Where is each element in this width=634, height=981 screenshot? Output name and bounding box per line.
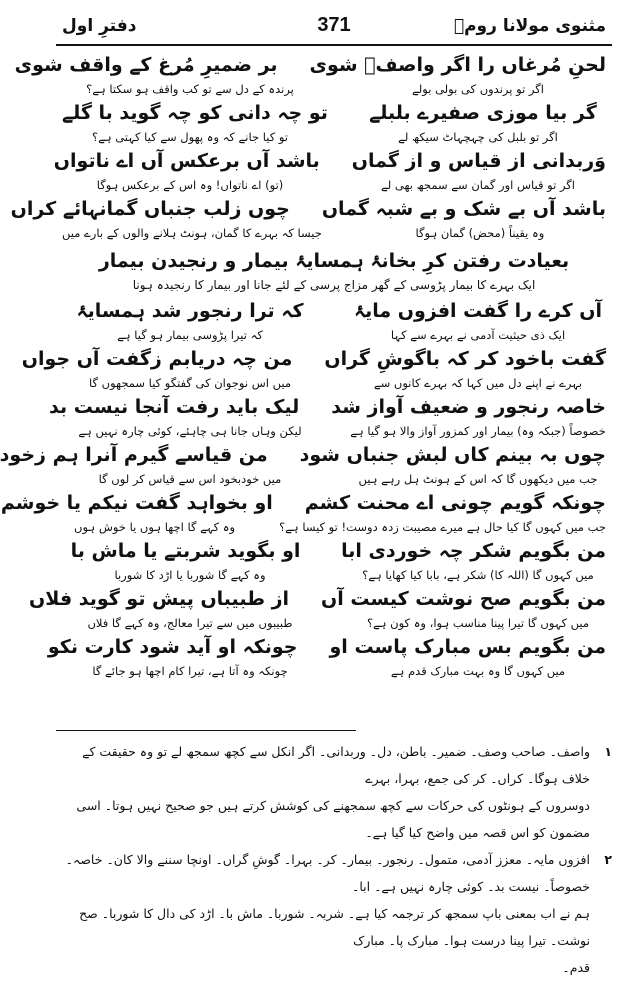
verse-line: وَربدانی از قیاس و از گماں: [351, 150, 606, 172]
verse-line: لحنِ مُرغاں را اگر واصفؔ شوی: [309, 54, 606, 76]
verse-line: آں کرے را گفت افزوں مایۂ: [353, 300, 603, 322]
verse-line: چوں زلب جنباں گمانہائے کراں: [10, 198, 290, 220]
verse-block-1: [10, 50, 606, 242]
couplet: [10, 194, 606, 242]
book-title: مثنوی مولانا رومؒ: [453, 16, 606, 36]
verse-line: چوں بہ بینم کاں لبش جنباں شود: [299, 444, 606, 466]
translation-line: چونکہ وہ آتا ہے، تیرا کام اچھا ہو جائے گا: [92, 664, 288, 678]
translation-line: اگر تو بلبل کی چہچہاٹ سیکھ لے: [398, 130, 558, 144]
couplet: [47, 632, 606, 680]
verse-line: چونکہ او آید شود کارت نکو: [47, 636, 298, 658]
verse-line: من بگویم بس مبارک پاست او: [329, 636, 606, 658]
footnote-text: دوسروں کے ہونٹوں کی حرکات سے کچھ سمجھنے کی کوشش کرتے ہیں جو صحیح نہیں ہوتا۔ اسی مضمون کو اس قصہ میں واضح کیا گیا ہے۔: [76, 798, 590, 840]
translation-line: وہ یقیناً (محض) گمان ہوگا: [415, 226, 545, 240]
translation-line: کہ تیرا پڑوسی بیمار ہو گیا ہے: [117, 328, 263, 342]
translation-line: جیسا کہ بہرے کا گمان، ہونٹ ہلانے والوں کے بارے میں: [62, 226, 322, 240]
translation-line: خصوصاً (جبکہ وہ) بیمار اور کمزور آواز والا ہو گیا ہے: [350, 424, 606, 438]
translation-line: جب میں دیکھوں گا کہ اس کے ہونٹ ہل رہے ہیں: [358, 472, 598, 486]
footnote-number: ۱: [604, 744, 612, 759]
translation-line: اگر تو قیاس اور گمان سے سمجھ بھی لے: [381, 178, 575, 192]
translation-line: میں کہوں گا تیرا پینا مناسب ہوا، وہ کون ہے؟: [366, 616, 590, 630]
section-subheading: ایک بہرے کا بیمار پڑوسی کے گھر مزاج پرسی کے لئے جانا اور بیمار کا رنجیدہ ہونا: [132, 278, 536, 292]
footnote-text: قدم۔: [562, 960, 590, 975]
couplet: [53, 146, 606, 194]
couplet: [29, 584, 606, 632]
couplet: [62, 536, 606, 584]
verse-line: من بگویم شکر چہ خوردی ابا: [341, 540, 606, 562]
couplet: [49, 392, 606, 440]
page-header: [56, 14, 612, 40]
translation-line: پرندہ کے دل سے تو کب واقف ہو سکتا ہے؟: [86, 82, 294, 96]
verse-line: از طبیباں پیش تو گوید فلاں: [29, 588, 290, 610]
translation-line: لیکن وہاں جانا ہی چاہئے، کوئی چارہ نہیں ہے: [78, 424, 302, 438]
couplet: [62, 98, 606, 146]
translation-line: میں کہوں گا وہ بہت مبارک قدم ہے: [390, 664, 566, 678]
verse-line: من چہ دریابم زگفت آں جواں: [21, 348, 293, 370]
translation-line: میں اس نوجوان کی گفتگو کیا سمجھوں گا: [89, 376, 291, 390]
verse-line: من بگویم صح نوشت کیست آں: [321, 588, 606, 610]
verse-line: خاصہ رنجور و ضعیف آواز شد: [331, 396, 606, 418]
footnote-text: افزوں مایہ۔ معزز آدمی، متمول۔ رنجور۔ بیمار۔ کر۔ بہرا۔ گوشِ گراں۔ اونچا سننے والا کان۔ خاصہ۔ خصوصاً۔ نیست بد۔ کوئی چارہ نہیں ہے۔ ابا۔: [65, 852, 590, 894]
couplet: [0, 488, 606, 536]
verse-line: باشد آں بے شک و بے شبہ گماں: [321, 198, 606, 220]
footnotes: [56, 738, 612, 981]
volume-label: دفترِ اول: [62, 16, 137, 36]
translation-line: طبیبوں میں سے تیرا معالج، وہ کہے گا فلاں: [87, 616, 293, 630]
verse-line: بر ضمیرِ مُرغ کے واقف شوی: [14, 54, 278, 76]
footnote-text: ہم نے اب بمعنی باپ سمجھ کر ترجمہ کیا ہے۔ شربہ۔ شوربا۔ ماش با۔ اڑد کی دال کا شوربا۔ صح نوشت۔ تیرا پینا درست ہوا۔ مبارک پا۔ مبارک: [79, 906, 590, 948]
header-rule: [56, 44, 612, 46]
translation-line: وہ کہے گا اچھا ہوں یا خوش ہوں: [74, 520, 236, 534]
verse-line: گر بیا موزی صفیرے بلبلے: [369, 102, 597, 124]
translation-line: وہ کہے گا شوربا یا اڑد کا شوربا: [114, 568, 266, 582]
verse-line: گفت باخود کر کہ باگوشِ گراں: [324, 348, 606, 370]
translation-line: میں کہوں گا (اللہ کا) شکر ہے، بابا کیا کھایا ہے؟: [362, 568, 594, 582]
verse-line: من قیاسے گیرم آنرا ہم زخود: [0, 444, 268, 466]
verse-line: باشد آں برعکس آں اے ناتواں: [53, 150, 320, 172]
translation-line: (تو) اے ناتواں! وہ اس کے برعکس ہوگا: [96, 178, 284, 192]
translation-line: اگر تو پرندوں کی بولی بولے: [412, 82, 544, 96]
verse-block-2: [0, 296, 606, 680]
couplet: [21, 344, 606, 392]
page-number: 371: [317, 14, 351, 36]
footnote-text: واصف۔ صاحب وصف۔ ضمیر۔ باطن، دل۔ وربدانی۔ اگر انکل سے کچھ سمجھ لے تو وہ حقیقت کے خلاف ہوگا۔ کراں۔ کر کی جمع، بہرا، بہرے: [82, 744, 590, 786]
translation-line: ایک ذی حیثیت آدمی نے بہرے سے کہا: [390, 328, 566, 342]
section-heading: بعیادت رفتن کرِ بخانۂ ہمسایۂ بیمار و رنجیدن بیمار: [98, 250, 570, 272]
couplet: [62, 296, 606, 344]
translation-line: جب میں کہوں گا کیا حال ہے میرے مصیبت زدہ دوست! تو کیسا ہے؟: [279, 520, 606, 534]
verse-line: چونکہ گویم چونی اے محنت کشم: [304, 492, 606, 514]
verse-line: او بخواہد گفت نیکم یا خوشم: [0, 492, 273, 514]
couplet: [14, 50, 606, 98]
footnote-number: ۲: [604, 852, 612, 867]
translation-line: تو کیا جانے کہ وہ پھول سے کیا کہتی ہے؟: [91, 130, 289, 144]
translation-line: بہرے نے اپنے دل میں کہا کہ بہرے کانوں سے: [373, 376, 583, 390]
section-heading-area: [62, 246, 606, 294]
footnote-rule: [56, 730, 356, 731]
verse-line: او بگوید شربتے یا ماش با: [70, 540, 301, 562]
verse-line: لیک باید رفت آنجا نیست بد: [49, 396, 300, 418]
translation-line: میں خودبخود اس سے قیاس کر لوں گا: [98, 472, 282, 486]
verse-line: تو چہ دانی کو چہ گوید با گلے: [62, 102, 328, 124]
verse-line: کہ ترا رنجور شد ہمسایۂ: [76, 300, 304, 322]
couplet: [0, 440, 606, 488]
